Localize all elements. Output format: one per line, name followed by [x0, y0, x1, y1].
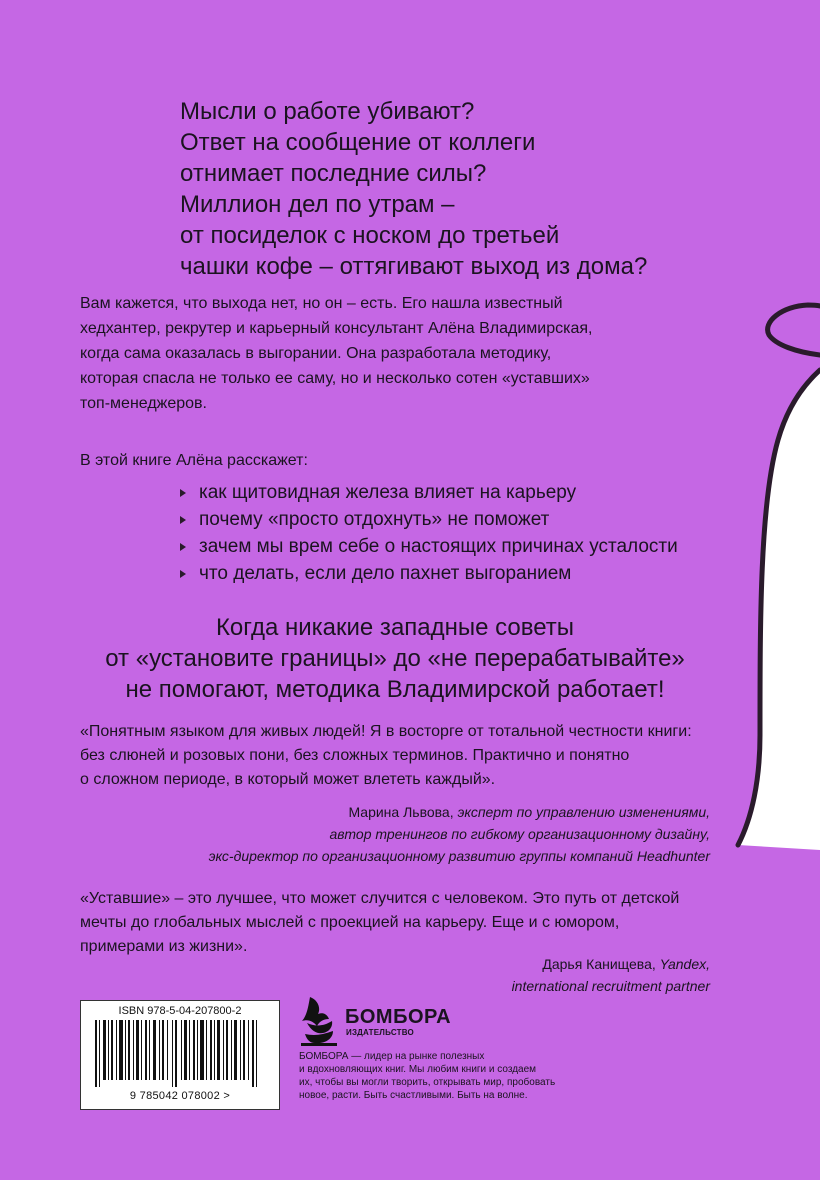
publisher-description [299, 1050, 739, 1102]
isbn-barcode-box [80, 1000, 280, 1110]
intro-line: Миллион дел по утрам – [180, 191, 455, 218]
author-line [90, 801, 710, 823]
review-author-2 [90, 953, 710, 997]
review-quote-2 [80, 887, 710, 959]
intro-line: от посиделок с носком до третьей [180, 222, 560, 249]
author-name: Дарья Канищева [542, 956, 652, 972]
list-label: В этой книге Алёна расскажет: [80, 452, 308, 469]
body-paragraph-line: топ-менеджеров. [80, 395, 207, 412]
author-role: эксперт по управлению изменениями, [457, 804, 710, 820]
author-role: international recruitment partner [511, 978, 710, 994]
publisher-description-line: их, чтобы вы могли творить, открывать мир, пробовать [299, 1077, 556, 1088]
barcode-number: 9 785042 078002 > [129, 1090, 231, 1102]
quote-line: мечты до глобальных мыслей с проекцией на карьеру. Еще и с юмором, [80, 914, 620, 931]
intro-line: отнимает последние силы? [180, 160, 487, 187]
callout-statement [80, 612, 710, 705]
body-paragraph-line: которая спасла не только ее саму, но и несколько сотен «уставших» [80, 370, 590, 387]
callout-line: не помогают, методика Владимирской работает! [125, 676, 665, 703]
publisher-logo [298, 997, 458, 1049]
publisher-name: БОМБОРА [345, 1006, 452, 1028]
body-paragraph-line: Вам кажется, что выхода нет, но он – есть. Его нашла известный [80, 295, 563, 312]
comma-separator: , [651, 956, 660, 972]
callout-line: от «установите границы» до «не перерабатывайте» [105, 645, 685, 672]
author-role: Yandex, [659, 956, 710, 972]
intro-line: Ответ на сообщение от коллеги [180, 129, 536, 156]
intro-line: Мысли о работе убивают? [180, 98, 475, 125]
comma-separator: , [449, 804, 458, 820]
callout-line: Когда никакие западные советы [215, 614, 575, 641]
quote-line: без слюней и розовых пони, без сложных терминов. Практично и понятно [80, 747, 630, 764]
list-item [180, 534, 740, 561]
list-item-text: что делать, если дело пахнет выгоранием [199, 563, 572, 584]
author-name: Марина Львова [348, 804, 450, 820]
publisher-description-line: и вдохновляющих книг. Мы любим книги и создаем [299, 1064, 537, 1075]
publisher-description-line: БОМБОРА — лидер на рынке полезных [299, 1051, 485, 1062]
author-line [90, 953, 710, 975]
barcode-icon [93, 1020, 269, 1087]
bombora-logo-icon [298, 997, 340, 1047]
triangle-right-icon [180, 516, 186, 524]
triangle-right-icon [180, 489, 186, 497]
triangle-right-icon [180, 543, 186, 551]
list-item [180, 561, 740, 588]
body-paragraph-line: хедхантер, рекрутер и карьерный консультант Алёна Владимирская, [80, 320, 593, 337]
body-paragraph-line: когда сама оказалась в выгорании. Она разработала методику, [80, 345, 552, 362]
body-paragraph [80, 291, 710, 416]
quote-line: «Понятным языком для живых людей! Я в восторге от тотальной честности книги: [80, 723, 692, 740]
list-item-text: почему «просто отдохнуть» не поможет [199, 509, 550, 530]
intro-questions [180, 96, 740, 282]
publisher-description-line: новое, расти. Быть счастливыми. Быть на волне. [299, 1090, 528, 1101]
book-topics-list [180, 480, 740, 588]
quote-line: примерами из жизни». [80, 938, 248, 955]
triangle-right-icon [180, 570, 186, 578]
review-author-1 [90, 801, 710, 867]
quote-line: о сложном периоде, в который может влететь каждый». [80, 771, 496, 788]
publisher-subtitle: ИЗДАТЕЛЬСТВО [346, 1028, 414, 1037]
list-item-text: зачем мы врем себе о настоящих причинах усталости [199, 536, 678, 557]
quote-line: «Уставшие» – это лучшее, что может случится с человеком. Это путь от детской [80, 890, 680, 907]
author-role: автор тренингов по гибкому организационному дизайну, [329, 826, 710, 842]
isbn-label: ISBN 978-5-04-207800-2 [118, 1005, 242, 1017]
author-role: экс-директор по организационному развитию группы компаний Headhunter [208, 848, 710, 864]
list-item [180, 507, 740, 534]
review-quote-1 [80, 720, 710, 792]
list-item [180, 480, 740, 507]
intro-line: чашки кофе – оттягивают выход из дома? [180, 253, 648, 280]
list-item-text: как щитовидная железа влияет на карьеру [199, 482, 577, 503]
